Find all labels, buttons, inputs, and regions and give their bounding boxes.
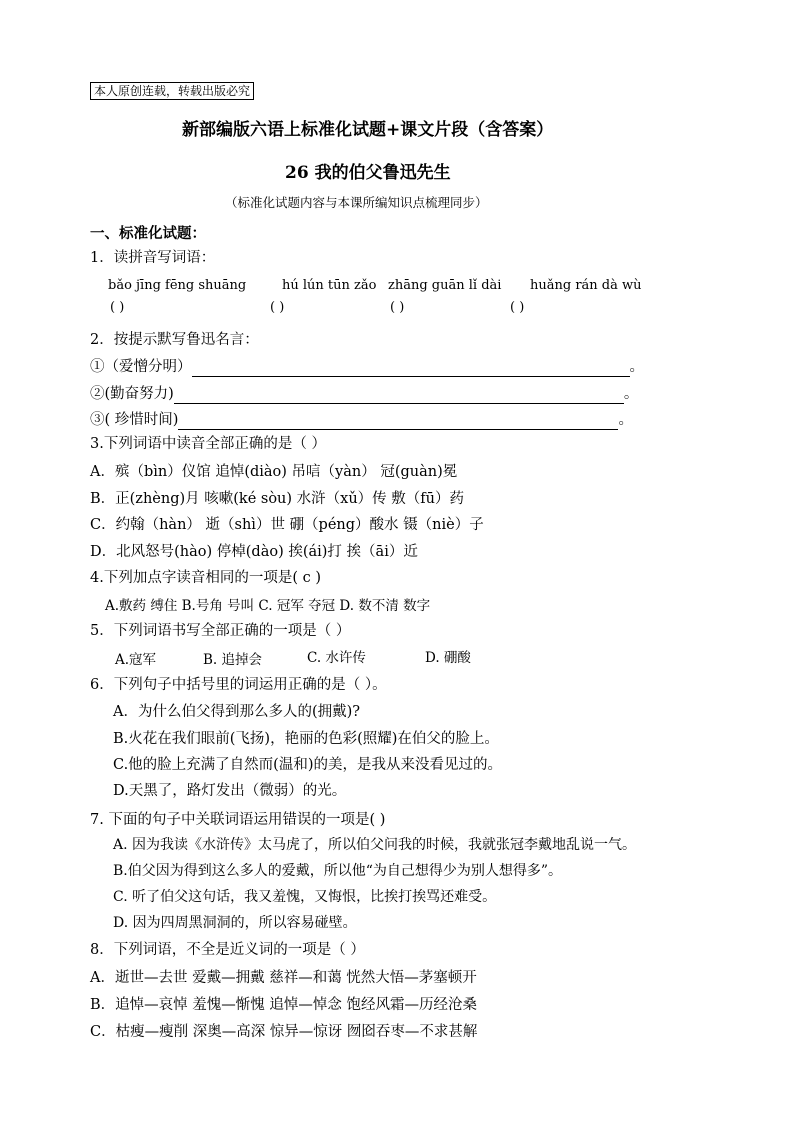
question-1-stem: 1．读拼音写词语： [90, 250, 216, 266]
question-6-option-c: C.他的脸上充满了自然而(温和)的美，是我从来没看见过的。 [113, 757, 502, 773]
pinyin-4: huǎng rán dà wù [530, 278, 642, 293]
quote-prompt: ③( 珍惜时间) [90, 412, 179, 428]
question-2-stem: 2．按提示默写鲁迅名言： [90, 332, 259, 348]
subtitle: （标准化试题内容与本课所编知识点梳理同步） [225, 195, 488, 210]
period: 。 [618, 412, 633, 428]
question-3-stem: 3.下列词语中读音全部正确的是（ ） [90, 436, 326, 452]
question-5-option-d: D. 硼酸 [425, 650, 471, 666]
quote-prompt: ②(勤奋努力) [90, 386, 174, 402]
question-7-option-b: B.伯父因为得到这么多人的爱戴，所以他“为自己想得少为别人想得多”。 [113, 863, 563, 879]
question-4-stem: 4.下列加点字读音相同的一项是( c ) [90, 570, 321, 586]
question-8-option-a: A．逝世—去世 爱戴—拥戴 慈祥—和蔼 恍然大悟—茅塞顿开 [90, 970, 477, 986]
question-5-option-c: C. 水许传 [307, 650, 366, 666]
quote-item-2 [90, 384, 638, 404]
question-5-option-b: B. 追掉会 [203, 652, 263, 668]
pinyin-3: zhāng guān lǐ dài [388, 278, 502, 293]
quote-item-1 [90, 357, 644, 377]
question-5-stem: 5．下列词语书写全部正确的一项是（ ） [90, 623, 351, 639]
period: 。 [629, 359, 644, 375]
copyright-stamp: 本人原创连载，转载出版必究 [90, 82, 254, 100]
question-8-stem: 8．下列词语，不全是近义词的一项是（ ） [90, 942, 365, 958]
answer-bracket-4[interactable]: ( ) [510, 300, 525, 315]
question-3-option-d: D．北风怒号(hào) 停棹(dào) 挨(ái)打 挨（āi）近 [90, 544, 418, 560]
question-8-option-b: B．追悼—哀悼 羞愧—惭愧 追悼—悼念 饱经风霜—历经沧桑 [90, 997, 477, 1013]
question-3-option-c: C．约翰（hàn） 逝（shì）世 硼（péng）酸水 镊（niè）子 [90, 517, 484, 533]
answer-line[interactable] [174, 389, 624, 404]
question-6-option-a: A．为什么伯父得到那么多人的(拥戴)? [113, 704, 361, 720]
question-6-option-d: D.天黑了，路灯发出（微弱）的光。 [113, 783, 347, 799]
question-7-stem: 7. 下面的句子中关联词语运用错误的一项是( ) [90, 812, 386, 828]
quote-prompt: ①（爱憎分明） [90, 359, 192, 375]
question-6-stem: 6．下列句子中括号里的词运用正确的是（ ）。 [90, 677, 387, 693]
pinyin-2: hú lún tūn zǎo [282, 278, 377, 293]
answer-line[interactable] [192, 362, 630, 377]
question-7-option-d: D. 因为四周黑洞洞的，所以容易碰壁。 [113, 915, 357, 931]
answer-bracket-3[interactable]: ( ) [390, 300, 405, 315]
question-4-options: A.敷药 缚住 B.号角 号叫 C. 冠军 夺冠 D. 数不清 数字 [105, 598, 431, 614]
document-title: 新部编版六语上标准化试题+课文片段（含答案） [182, 120, 554, 140]
answer-bracket-2[interactable]: ( ) [270, 300, 285, 315]
answer-bracket-1[interactable]: ( ) [110, 300, 125, 315]
question-8-option-c: C．枯瘦—瘦削 深奥—高深 惊异—惊讶 囫囵吞枣—不求甚解 [90, 1024, 478, 1040]
question-5-option-a: A.寇军 [115, 652, 157, 668]
answer-line[interactable] [178, 415, 618, 430]
question-3-option-a: A．殡（bìn）仪馆 追悼(diào) 吊唁（yàn） 冠(guàn)冕 [90, 464, 458, 480]
section-heading: 一、标准化试题： [90, 225, 206, 242]
pinyin-1: bǎo jīng fēng shuāng [108, 278, 247, 293]
question-3-option-b: B．正(zhèng)月 咳嗽(ké sòu) 水浒（xǔ）传 敷（fū）药 [90, 491, 464, 507]
quote-item-3 [90, 410, 633, 430]
question-7-option-a: A. 因为我读《水浒传》太马虎了，所以伯父问我的时候，我就张冠李戴地乱说一气。 [113, 837, 637, 853]
period: 。 [623, 386, 639, 402]
question-6-option-b: B.火花在我们眼前(飞扬)，艳丽的色彩(照耀)在伯父的脸上。 [113, 731, 499, 747]
lesson-title: 26 我的伯父鲁迅先生 [285, 163, 451, 183]
question-7-option-c: C. 听了伯父这句话，我又羞愧，又悔恨，比挨打挨骂还难受。 [113, 889, 497, 905]
